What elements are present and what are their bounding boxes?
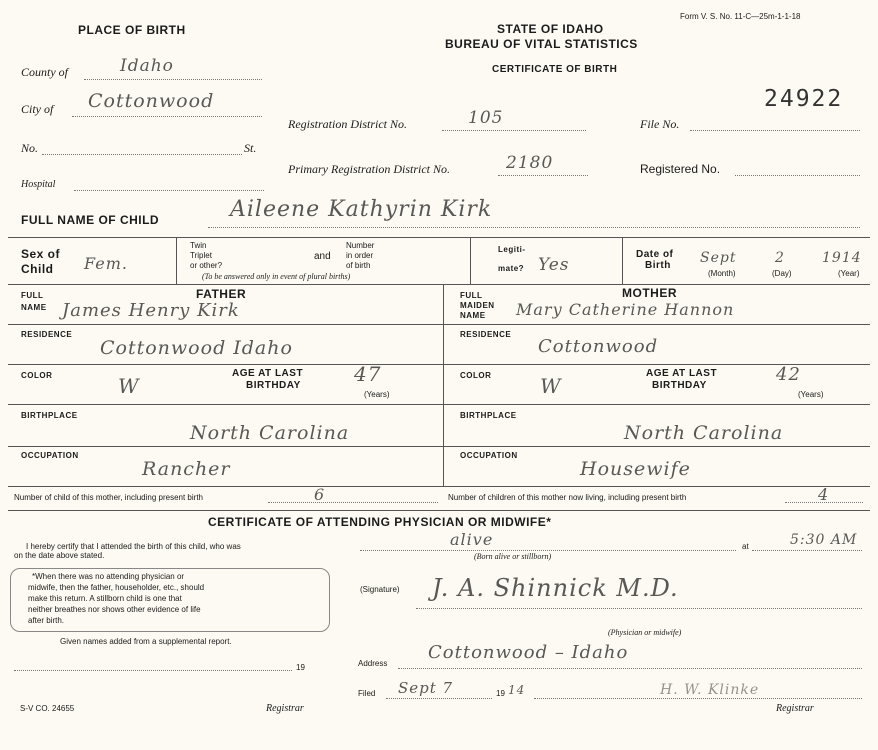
address-value: Cottonwood – Idaho xyxy=(428,642,629,663)
file-no-label: File No. xyxy=(640,117,680,131)
father-name-label: NAME xyxy=(21,303,47,312)
registered-no-line xyxy=(735,175,860,176)
father-birthplace-value: North Carolina xyxy=(190,422,350,444)
born-alive-label: (Born alive or stillborn) xyxy=(474,552,552,561)
divider xyxy=(470,237,471,284)
county-label: County of xyxy=(21,65,68,79)
certify-text-1: I hereby certify that I attended the birth of this child, who was xyxy=(26,542,241,551)
child-name-value: Aileene Kathyrin Kirk xyxy=(230,197,493,222)
street-st-label: St. xyxy=(244,141,257,155)
sex-value: Fem. xyxy=(84,254,128,273)
mother-full-label: FULL xyxy=(460,291,483,300)
registrar-signature: H. W. Klinke xyxy=(660,682,760,698)
rule xyxy=(443,364,870,365)
rule xyxy=(8,486,870,487)
registrar-label: Registrar xyxy=(266,703,304,714)
mother-age-label-2: BIRTHDAY xyxy=(652,380,707,391)
print-code: S-V CO. 24655 xyxy=(20,704,75,713)
father-age-label-1: AGE AT LAST xyxy=(232,368,304,379)
plural-note: (To be answered only in event of plural births) xyxy=(202,272,351,281)
note-line: make this return. A stillborn child is one that xyxy=(28,594,182,603)
rule xyxy=(8,324,443,325)
mother-maiden-label: MAIDEN xyxy=(460,301,495,310)
note-line: neither breathes nor shows other evidence of life xyxy=(28,605,201,614)
mother-color-label: COLOR xyxy=(460,371,492,380)
mother-age-label-1: AGE AT LAST xyxy=(646,368,718,379)
form-number: Form V. S. No. 11-C—25m-1-1-18 xyxy=(680,12,801,21)
sex-label-2: Child xyxy=(21,262,54,276)
rule xyxy=(443,324,870,325)
given-names-label: Given names added from a supplemental report. xyxy=(60,637,232,646)
twin-label-2: Triplet xyxy=(190,251,212,260)
filed-year-value: 14 xyxy=(508,683,526,697)
given-names-year: 19 xyxy=(296,663,305,672)
address-label: Address xyxy=(358,659,388,668)
date-day: 2 xyxy=(775,250,785,266)
street-line xyxy=(42,154,242,155)
rule xyxy=(8,446,443,447)
hospital-label: Hospital xyxy=(21,179,56,190)
children-living-value: 4 xyxy=(818,485,830,504)
note-line: *When there was no attending physician or xyxy=(32,572,185,581)
father-age-label-2: BIRTHDAY xyxy=(246,380,301,391)
registrar-label-2: Registrar xyxy=(776,703,814,714)
place-of-birth-heading: PLACE OF BIRTH xyxy=(78,23,186,37)
filed-label: Filed xyxy=(358,689,376,698)
children-number-label: Number of child of this mother, including present birth xyxy=(14,493,203,502)
mother-birthplace-label: BIRTHPLACE xyxy=(460,411,517,420)
street-no-label: No. xyxy=(21,141,39,155)
signature-line xyxy=(416,608,862,609)
alive-value: alive xyxy=(450,530,494,549)
child-name-line xyxy=(208,227,860,228)
registrar-line xyxy=(534,698,862,699)
mother-age-value: 42 xyxy=(776,364,801,385)
county-line xyxy=(84,79,262,80)
mother-name-value: Mary Catherine Hannon xyxy=(516,300,735,319)
children-number-line xyxy=(268,502,438,503)
legit-value: Yes xyxy=(538,255,570,275)
signature-label: (Signature) xyxy=(360,585,400,594)
state-heading: STATE OF IDAHO xyxy=(497,22,604,36)
note-line: after birth. xyxy=(28,616,65,625)
county-value: Idaho xyxy=(120,56,174,76)
mother-birthplace-value: North Carolina xyxy=(624,422,784,444)
rule xyxy=(443,404,870,405)
hospital-line xyxy=(74,190,264,191)
time-line xyxy=(752,550,862,551)
mother-residence-label: RESIDENCE xyxy=(460,330,512,339)
rule xyxy=(8,510,870,511)
legit-label-2: mate? xyxy=(498,264,525,273)
time-value: 5:30 AM xyxy=(790,532,858,548)
mother-years-label: (Years) xyxy=(798,390,824,399)
address-line xyxy=(398,668,862,669)
date-year: 1914 xyxy=(822,250,862,266)
date-label-1: Date of xyxy=(636,249,674,260)
month-label: (Month) xyxy=(708,269,736,278)
rule xyxy=(8,404,443,405)
filed-line xyxy=(386,698,492,699)
rule xyxy=(8,237,870,238)
father-residence-label: RESIDENCE xyxy=(21,330,73,339)
city-line xyxy=(72,116,262,117)
filed-year-prefix: 19 xyxy=(496,689,505,698)
father-residence-value: Cottonwood Idaho xyxy=(100,337,293,359)
date-label-2: Birth xyxy=(645,260,671,271)
primary-district-value: 2180 xyxy=(506,153,554,173)
father-age-value: 47 xyxy=(354,362,382,386)
primary-district-line xyxy=(498,175,588,176)
twin-label-1: Twin xyxy=(190,241,207,250)
father-color-label: COLOR xyxy=(21,371,53,380)
sex-label-1: Sex of xyxy=(21,247,61,261)
registered-no-label: Registered No. xyxy=(640,162,721,176)
rule xyxy=(8,284,870,285)
file-no-line xyxy=(690,130,860,131)
primary-district-label: Primary Registration District No. xyxy=(288,162,450,176)
given-names-line xyxy=(14,670,292,671)
father-occupation-label: OCCUPATION xyxy=(21,451,79,460)
mother-occupation-label: OCCUPATION xyxy=(460,451,518,460)
at-label: at xyxy=(742,542,749,551)
filed-value: Sept 7 xyxy=(398,679,454,697)
physician-certificate-heading: CERTIFICATE OF ATTENDING PHYSICIAN OR MIDWIFE* xyxy=(208,515,552,529)
mother-name-label: NAME xyxy=(460,311,486,320)
father-occupation-value: Rancher xyxy=(142,458,231,480)
mother-color-value: W xyxy=(540,374,562,398)
father-years-label: (Years) xyxy=(364,390,390,399)
parents-divider xyxy=(443,284,444,486)
certify-text-2: on the date above stated. xyxy=(14,551,105,560)
child-name-label: FULL NAME OF CHILD xyxy=(21,213,160,227)
legit-label-1: Legiti- xyxy=(498,245,526,254)
number-label-1: Number xyxy=(346,241,375,250)
rule xyxy=(443,446,870,447)
registration-district-line xyxy=(442,130,586,131)
father-name-value: James Henry Kirk xyxy=(62,300,240,321)
bureau-heading: BUREAU OF VITAL STATISTICS xyxy=(445,37,638,51)
divider xyxy=(622,237,623,284)
father-birthplace-label: BIRTHPLACE xyxy=(21,411,78,420)
day-label: (Day) xyxy=(772,269,792,278)
number-label-2: in order xyxy=(346,251,374,260)
file-no-value: 24922 xyxy=(764,86,844,112)
twin-label-3: or other? xyxy=(190,261,223,270)
city-label: City of xyxy=(21,102,54,116)
certificate-title: CERTIFICATE OF BIRTH xyxy=(492,64,618,75)
date-month: Sept xyxy=(700,250,737,266)
registration-district-value: 105 xyxy=(468,108,504,128)
mother-residence-value: Cottonwood xyxy=(538,336,659,357)
city-value: Cottonwood xyxy=(88,90,215,112)
alive-line xyxy=(360,550,736,551)
mother-heading: MOTHER xyxy=(622,286,677,300)
physician-label: (Physician or midwife) xyxy=(608,628,682,637)
registration-district-label: Registration District No. xyxy=(288,117,408,131)
father-full-label: FULL xyxy=(21,291,44,300)
year-label: (Year) xyxy=(838,269,860,278)
children-number-value: 6 xyxy=(314,485,326,504)
children-living-label: Number of children of this mother now living, including present birth xyxy=(448,493,687,502)
father-heading: FATHER xyxy=(196,287,247,301)
number-label-3: of birth xyxy=(346,261,371,270)
signature-value: J. A. Shinnick M.D. xyxy=(432,574,679,602)
mother-occupation-value: Housewife xyxy=(580,458,691,480)
note-line: midwife, then the father, householder, etc., should xyxy=(28,583,205,592)
father-color-value: W xyxy=(118,374,140,398)
divider xyxy=(176,237,177,284)
and-label: and xyxy=(314,251,331,262)
